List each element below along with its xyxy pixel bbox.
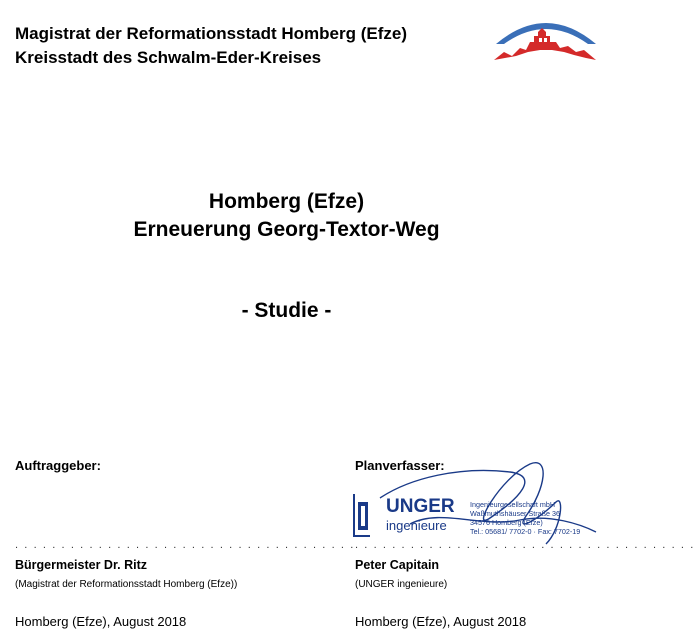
planner-date: Homberg (Efze), August 2018: [355, 614, 527, 629]
title-town: Homberg (Efze): [208, 190, 365, 213]
planner-organization: (UNGER ingenieure): [355, 579, 448, 590]
client-name: Bürgermeister Dr. Ritz: [15, 558, 147, 572]
stamp-line-1: Ingenieurgesellschaft mbH: [470, 500, 556, 509]
stamp-address: [470, 500, 600, 536]
homberg-logo-icon: [490, 8, 602, 64]
title-project: Erneuerung Georg-Textor-Weg: [133, 218, 440, 241]
client-signature-line: . . . . . . . . . . . . . . . . . . . . . . . . . . . . . . . . . . . . .: [15, 539, 355, 551]
stamp-brand: UNGER: [386, 496, 455, 517]
client-date: Homberg (Efze), August 2018: [15, 614, 187, 629]
client-label: Auftraggeber:: [15, 458, 101, 473]
header-authority: Magistrat der Reformationsstadt Homberg (Efze): [15, 24, 407, 43]
stamp-brand-sub: ingenieure: [386, 518, 447, 533]
header-district: Kreisstadt des Schwalm-Eder-Kreises: [15, 48, 322, 67]
planner-name: Peter Capitain: [355, 558, 440, 572]
planner-label: Planverfasser:: [355, 458, 445, 473]
stamp-line-3: 34576 Homberg (Efze): [470, 518, 543, 527]
client-organization: (Magistrat der Reformationsstadt Homberg (Efze)): [15, 579, 238, 590]
planner-signature-line: . . . . . . . . . . . . . . . . . . . . . . . . . . . . . . . . . . . . .: [355, 539, 695, 551]
stamp-line-2: Waßmuthshäuser Straße 36: [470, 509, 561, 518]
stamp-line-4: Tel.: 05681/ 7702-0 · Fax: 7702-19: [470, 527, 581, 536]
title-document-type: - Studie -: [241, 299, 332, 322]
